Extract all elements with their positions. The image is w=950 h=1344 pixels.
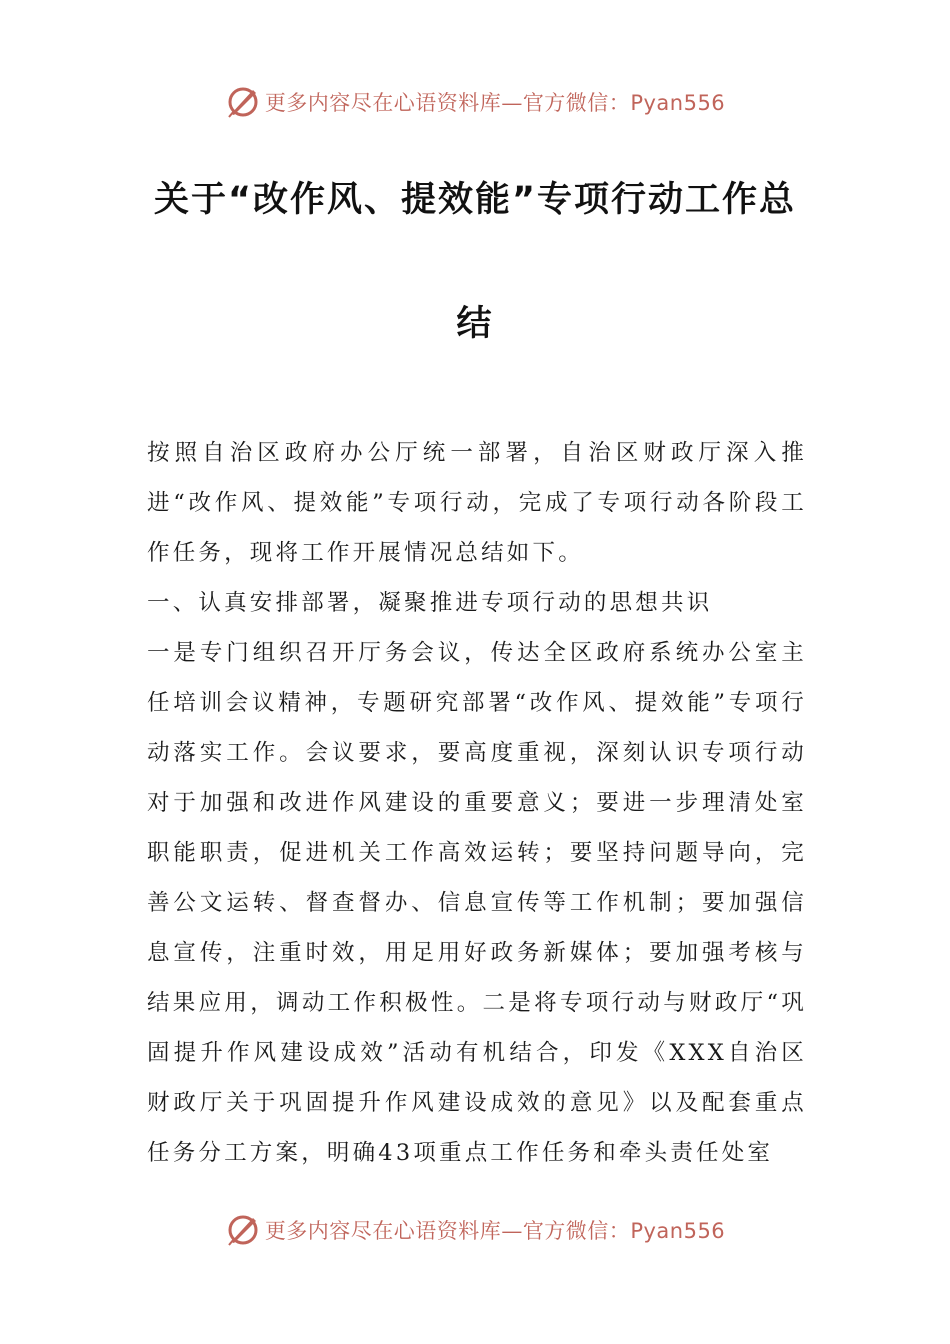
document-body	[147, 428, 807, 1178]
watermark-dash: —	[501, 1219, 523, 1243]
document-title-line2: 结	[456, 304, 494, 344]
watermark-text	[265, 1215, 725, 1245]
watermark-wechat-label: 官方微信：	[522, 91, 631, 115]
watermark-text	[265, 87, 725, 117]
watermark-footer	[0, 1210, 950, 1250]
quill-pen-logo-icon	[225, 84, 261, 120]
watermark-header	[0, 82, 950, 122]
quill-pen-logo-icon	[225, 1212, 261, 1248]
watermark-wechat-id: Pyan556	[630, 91, 726, 115]
watermark-wechat-label: 官方微信：	[522, 1219, 631, 1243]
section-heading: 一、认真安排部署，凝聚推进专项行动的思想共识	[147, 590, 713, 616]
watermark-wechat-id: Pyan556	[630, 1219, 726, 1243]
watermark-site: 更多内容尽在心语资料库	[264, 1219, 502, 1243]
watermark-site: 更多内容尽在心语资料库	[264, 91, 502, 115]
body-paragraph: 一是专门组织召开厅务会议，传达全区政府系统办公室主任培训会议精神，专题研究部署“改作风、提效能”专项行动落实工作。会议要求，要高度重视，深刻认识专项行动对于加强和改进作风建设的重要意义；要进一步理清处室职能职责，促进机关工作高效运转；要坚持问题导向，完善公文运转、督查督办、信息宣传等工作机制；要加强信息宣传，注重时效，用足用好政务新媒体；要加强考核与结果应用，调动工作积极性。二是将专项行动与财政厅“巩固提升作风建设成效”活动有机结合，印发《XXX自治区财政厅关于巩固提升作风建设成效的意见》以及配套重点任务分工方案，明确43项重点工作任务和牵头责任处室	[147, 640, 807, 1166]
watermark-dash: —	[501, 91, 523, 115]
intro-paragraph: 按照自治区政府办公厅统一部署，自治区财政厅深入推进“改作风、提效能”专项行动，完成了专项行动各阶段工作任务，现将工作开展情况总结如下。	[147, 440, 807, 566]
document-title-line1: 关于“改作风、提效能”专项行动工作总	[153, 180, 796, 220]
